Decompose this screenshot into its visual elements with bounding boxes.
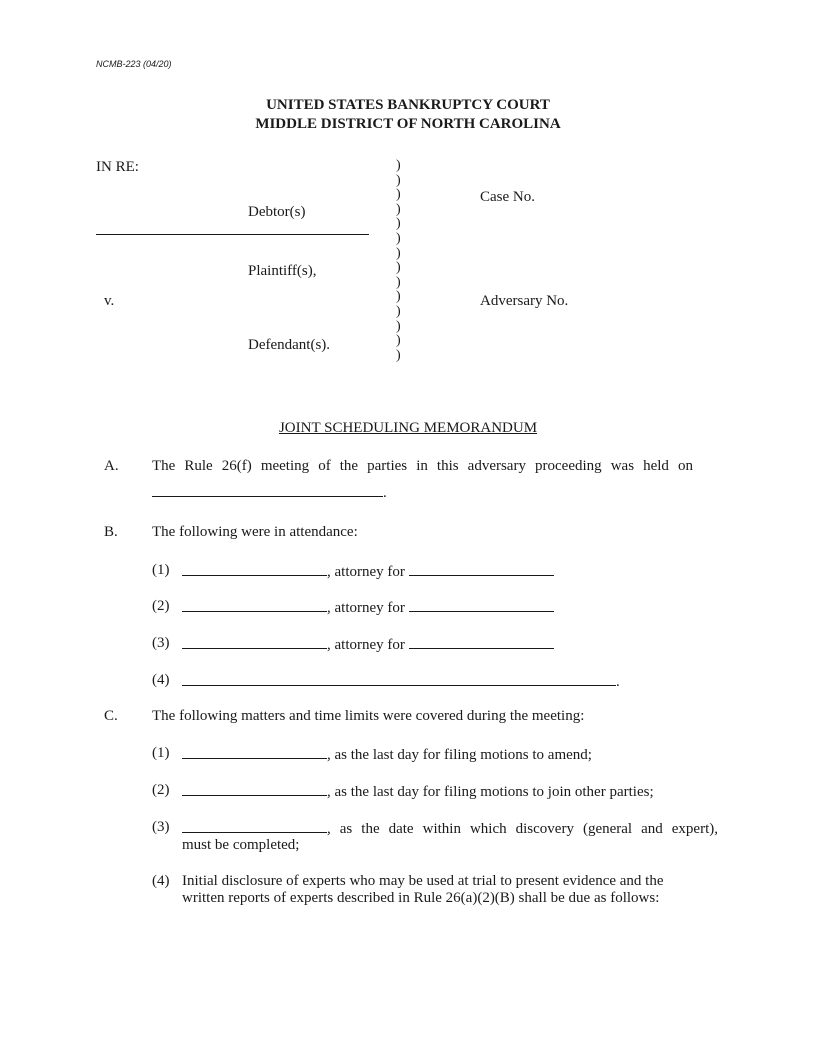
form-number: NCMB-223 (04/20) bbox=[96, 59, 172, 69]
attendee-3-party-blank[interactable] bbox=[409, 635, 554, 649]
attendee-1-number: (1) bbox=[152, 562, 170, 578]
section-a-period: . bbox=[383, 485, 387, 501]
matter-2-line bbox=[182, 782, 654, 801]
versus-label: v. bbox=[104, 293, 115, 309]
attendee-2-number: (2) bbox=[152, 598, 170, 614]
matter-2-number: (2) bbox=[152, 782, 170, 798]
section-b-text: The following were in attendance: bbox=[152, 524, 358, 540]
section-c-letter: C. bbox=[104, 708, 118, 724]
attendee-3-line bbox=[182, 635, 554, 654]
section-b-letter: B. bbox=[104, 524, 118, 540]
attendee-2-line bbox=[182, 598, 554, 617]
court-district: MIDDLE DISTRICT OF NORTH CAROLINA bbox=[255, 116, 561, 132]
caption-parentheses: ) ) ) ) ) ) ) ) ) ) ) ) ) ) bbox=[396, 158, 401, 363]
attendee-1-attorney-blank[interactable] bbox=[182, 562, 327, 576]
matter-3-continuation: must be completed; bbox=[182, 837, 300, 853]
section-a-text: The Rule 26(f) meeting of the parties in this adversary proceeding was held on bbox=[152, 458, 693, 474]
defendant-label: Defendant(s). bbox=[248, 337, 331, 353]
case-number-label: Case No. bbox=[480, 189, 535, 205]
attendee-2-attorney-blank[interactable] bbox=[182, 598, 327, 612]
matter-4-text-line-2: written reports of experts described in Rule 26(a)(2)(B) shall be due as follows: bbox=[182, 890, 660, 906]
discovery-deadline-blank[interactable] bbox=[182, 819, 327, 833]
debtor-label: Debtor(s) bbox=[248, 204, 306, 220]
matter-1-line bbox=[182, 745, 592, 764]
attendee-4-number: (4) bbox=[152, 672, 170, 688]
join-parties-deadline-blank[interactable] bbox=[182, 782, 327, 796]
section-a-date-line bbox=[152, 483, 387, 502]
meeting-date-blank[interactable] bbox=[152, 483, 383, 497]
attendee-2-party-blank[interactable] bbox=[409, 598, 554, 612]
matter-1-number: (1) bbox=[152, 745, 170, 761]
matter-3-line bbox=[182, 819, 718, 839]
document-title: JOINT SCHEDULING MEMORANDUM bbox=[278, 420, 538, 436]
matter-3-number: (3) bbox=[152, 819, 170, 835]
matter-4-number: (4) bbox=[152, 873, 170, 889]
matter-4-text-line-1: Initial disclosure of experts who may be used at trial to present evidence and the bbox=[182, 873, 664, 889]
court-name: UNITED STATES BANKRUPTCY COURT bbox=[266, 97, 550, 113]
attendee-1-party-blank[interactable] bbox=[409, 562, 554, 576]
attendee-4-line bbox=[182, 672, 620, 691]
matter-1-text: , as the last day for filing motions to amend; bbox=[327, 747, 592, 763]
attendee-3-attorney-blank[interactable] bbox=[182, 635, 327, 649]
plaintiff-label: Plaintiff(s), bbox=[248, 263, 317, 279]
section-b-period: . bbox=[616, 674, 620, 690]
attendee-3-number: (3) bbox=[152, 635, 170, 651]
in-re-label: IN RE: bbox=[96, 159, 139, 175]
attendee-1-line bbox=[182, 562, 554, 581]
section-a-letter: A. bbox=[104, 458, 119, 474]
attorney-for-label: , attorney for bbox=[327, 564, 405, 580]
caption-divider bbox=[96, 234, 369, 235]
section-c-text: The following matters and time limits were covered during the meeting: bbox=[152, 708, 585, 724]
amend-deadline-blank[interactable] bbox=[182, 745, 327, 759]
matter-3-text: , as the date within which discovery (general and expert), bbox=[327, 821, 718, 837]
matter-2-text: , as the last day for filing motions to join other parties; bbox=[327, 784, 654, 800]
attendee-4-blank[interactable] bbox=[182, 672, 616, 686]
attorney-for-label: , attorney for bbox=[327, 600, 405, 616]
attorney-for-label: , attorney for bbox=[327, 637, 405, 653]
adversary-number-label: Adversary No. bbox=[480, 293, 569, 309]
